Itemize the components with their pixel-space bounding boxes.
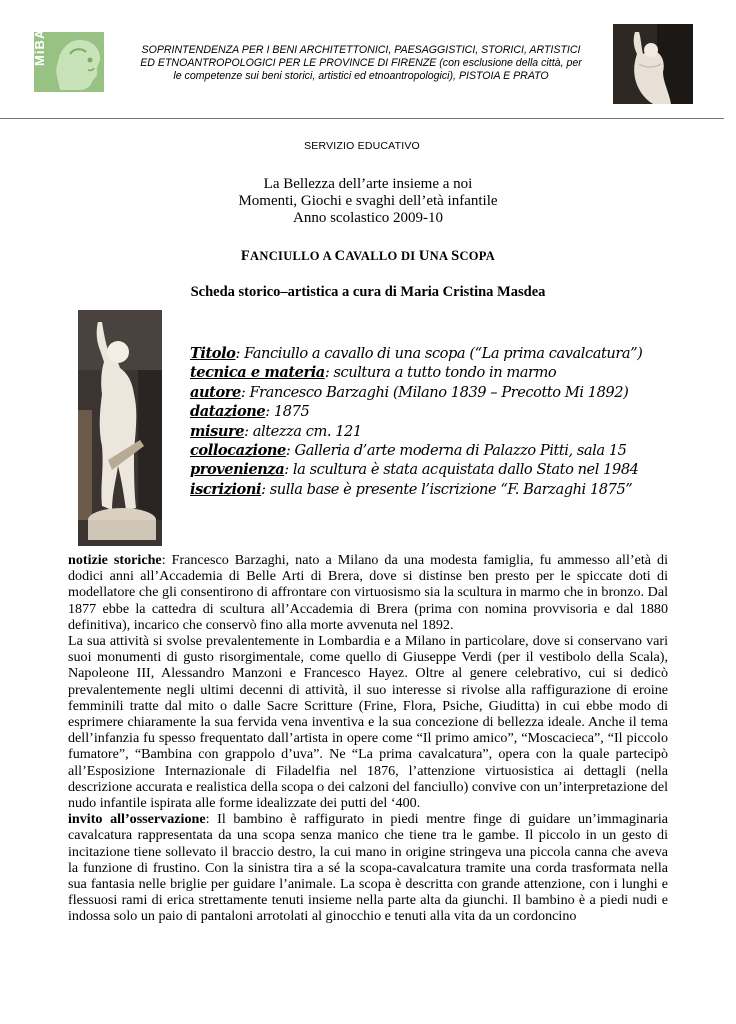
detail-row: [190, 383, 710, 402]
artwork-details: [190, 344, 710, 499]
title-cap: C: [334, 248, 346, 264]
detail-row: [190, 344, 710, 363]
notizie-paragraph-2: La sua attività si svolse prevalentemente in Lombardia e a Milano in particolare, dove si conservano vari suoi monumenti di gusto risorgimentale, come quello di Giuseppe Verdi (per il vestibolo della Scala), Napoleone III, Alessandro Manzoni e Francesco Hayez. Oltre al genere celebrativo, cui si dedicò prevalentemente negli ultimi decenni di attività, il suo interesse si rivolse alla raffigurazione di eroine femminili tratte dal mito o dalle Sacre Scritture (Frine, Flora, Psiche, Giuditta) in cui ebbe modo di esprimere chiaramente la sua fervida vena inventiva e la sua concezione di bellezza ideale. Anche il tema dell’infanzia fu spesso frequentato dall’artista in opere come “Il primo amico”, “Moscacieca”, “Il piccolo fumatore”, “Bambina con grappolo d’uva”. Ne “La prima cavalcatura”, opera con la quale partecipò all’Esposizione Internazionale di Filadelfia nel 1876, l’attenzione virtuosistica ai dettagli (nella descrizione accurata e realistica della scopa o dei calzoni del fanciullo) convive con un’interpretazione del nudo infantile ispirata alle forme idealizzate dei putti del ‘400.: [68, 633, 668, 812]
detail-value: : 1875: [265, 403, 310, 421]
program-title: [0, 176, 736, 227]
title-line-3: Anno scolastico 2009-10: [293, 210, 443, 226]
detail-label: provenienza: [190, 461, 285, 479]
sculpture-medallion-image: [613, 24, 693, 104]
detail-label: Titolo: [190, 345, 236, 362]
title-cap: U: [418, 248, 430, 264]
detail-label: datazione: [190, 403, 266, 421]
detail-value: : la scultura è stata acquistata dallo Stato nel 1984: [284, 461, 639, 479]
detail-value: : sulla base è presente l’iscrizione “F. Barzaghi 1875”: [261, 480, 633, 498]
invito-text: : Il bambino è raffigurato in piedi mentre finge di guidare un’immaginaria cavalcatura rappresentata da una scopa senza manico che tiene tra le gambe. Il piccolo in un gesto di incitazione tiene sollevato il braccio destro, la cui mano in origine stringeva una piccola canna che aveva la funzione di frustino. Con la sinistra tira a sé la scopa-cavalcatura tramite una corda trasformata nella sua fantasia nelle briglie per guidare l’animale. La scopa è descritta con grande attenzione, con i lunghi e flessuosi rami di erica strettamente tenuti insieme nella parte alta da giunchi. Il bambino è a piedi nudi e indossa solo un paio di pantaloni arrotolati al ginocchio e tenuti alla vita da un cordoncino: [68, 811, 668, 925]
body-text: [68, 552, 668, 925]
header-line-2: ED ETNOANTROPOLOGICI PER LE PROVINCE DI FIRENZE (con esclusione della città, per: [140, 57, 582, 69]
logo-text: MiBAC: [32, 18, 47, 66]
service-label: SERVIZIO EDUCATIVO: [304, 140, 420, 152]
title-word: A: [322, 249, 332, 263]
detail-value: : scultura a tutto tondo in marmo: [324, 364, 557, 382]
detail-row: [190, 441, 710, 460]
scheda-author-line: Scheda storico–artistica a cura di Maria Cristina Masdea: [190, 284, 546, 300]
title-word: COPA: [459, 249, 496, 263]
header-line-3: le competenze sui beni storici, artistici ed etnoantropologici), PISTOIA E PRATO: [173, 70, 549, 82]
detail-value: : Galleria d’arte moderna di Palazzo Pitti, sala 15: [285, 442, 627, 460]
notizie-paragraph: [68, 552, 668, 633]
detail-label: autore: [190, 383, 241, 401]
notizie-heading: notizie storiche: [68, 552, 162, 568]
title-word: AVALLO: [345, 249, 398, 263]
detail-row: [190, 422, 710, 441]
header-line-1: SOPRINTENDENZA PER I BENI ARCHITETTONICI, PAESAGGISTICI, STORICI, ARTISTICI: [141, 44, 581, 56]
detail-label: iscrizioni: [190, 480, 262, 498]
detail-label: collocazione: [190, 442, 286, 460]
detail-row: [190, 480, 710, 499]
notizie-text: : Francesco Barzaghi, nato a Milano da una modesta famiglia, fu ammesso all’età di dodici anni all’Accademia di Belle Arti di Brera, dove si distinse ben presto per le spiccate doti di modellatore che gli consentirono di affrontare con virtuosismo sia la scultura in marmo che in bronzo. Dal 1877 ebbe la cattedra di scultura all’Accademia di Brera (prima con nomina provvisoria e dal 1880 definitiva), incarico che conservò fino alla morte avvenuta nel 1892.: [68, 552, 668, 633]
institution-header: [118, 44, 604, 83]
logo-head-icon: [50, 34, 104, 92]
title-cap: S: [451, 248, 460, 264]
title-word: DI: [400, 249, 416, 263]
detail-label: misure: [190, 422, 245, 440]
invito-paragraph: [68, 811, 668, 924]
title-line-2: Momenti, Giochi e svaghi dell’età infantile: [238, 193, 498, 209]
title-line-1: La Bellezza dell’arte insieme a noi: [263, 176, 473, 192]
header-divider: [0, 118, 724, 119]
detail-value: : altezza cm. 121: [244, 422, 362, 440]
detail-label: tecnica e materia: [190, 364, 325, 382]
title-word: NA: [429, 249, 448, 263]
artwork-title: [0, 248, 736, 265]
mibac-logo: [32, 18, 104, 92]
detail-value: : Fanciullo a cavallo di una scopa (“La prima cavalcatura”): [235, 345, 643, 362]
title-word: ANCIULLO: [250, 249, 320, 263]
detail-row: [190, 402, 710, 421]
detail-row: [190, 363, 710, 382]
detail-value: : Francesco Barzaghi (Milano 1839 – Precotto Mi 1892): [240, 383, 629, 401]
title-cap: F: [240, 248, 251, 264]
detail-row: [190, 460, 710, 479]
invito-heading: invito all’osservazione: [68, 811, 206, 828]
sculpture-photo: [78, 310, 162, 546]
